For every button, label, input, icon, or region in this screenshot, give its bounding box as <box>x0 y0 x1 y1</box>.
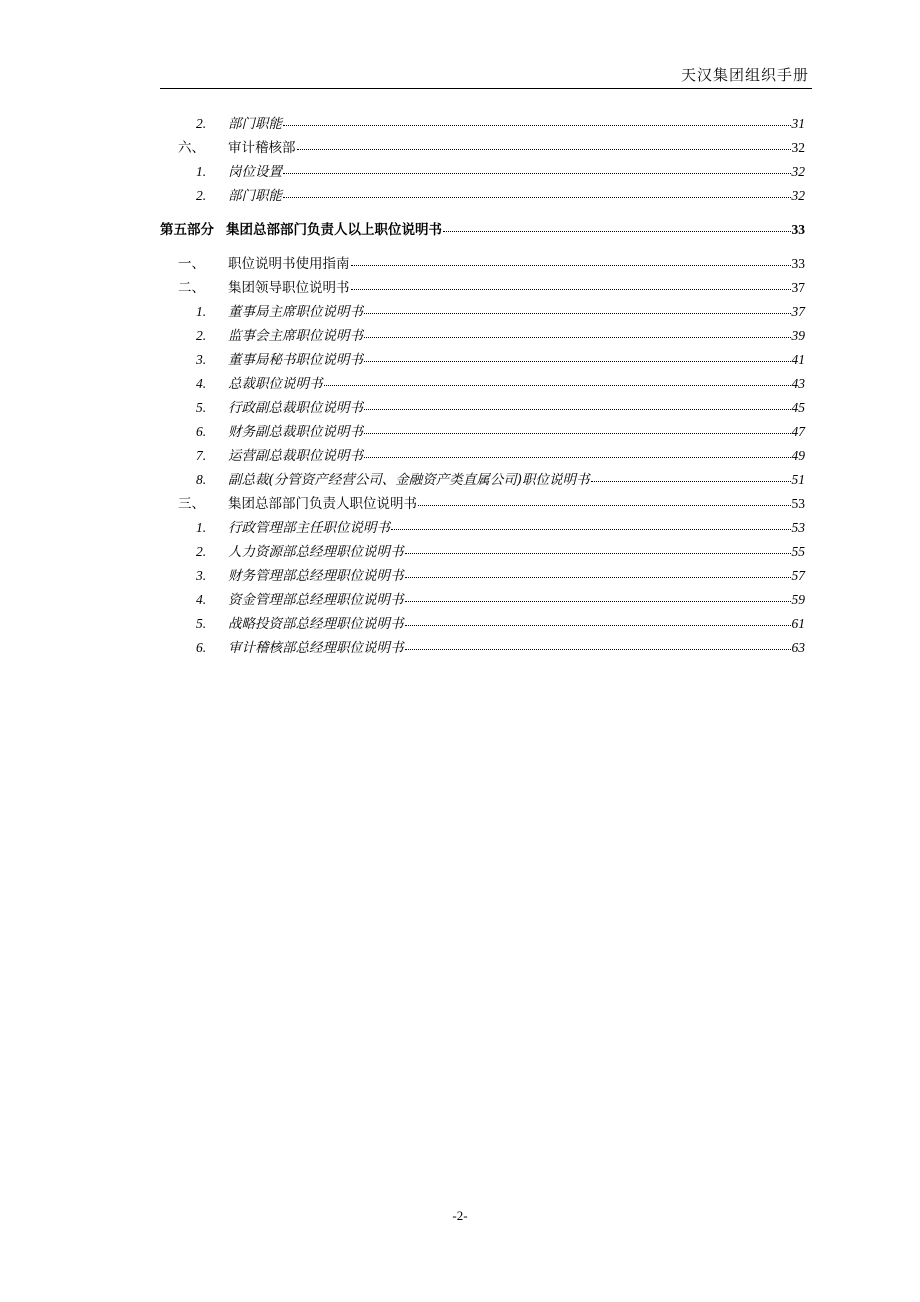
toc-entry-title: 集团总部部门负责人职位说明书 <box>228 496 417 512</box>
dot-leader <box>364 312 791 314</box>
toc-entry-number: 1. <box>196 304 207 319</box>
toc-entry-page: 41 <box>791 352 805 367</box>
toc-entry-title: 财务副总裁职位说明书 <box>228 424 363 440</box>
toc-entry-page: 45 <box>791 400 805 415</box>
toc-entry[interactable] <box>160 372 805 396</box>
dot-leader <box>405 600 791 602</box>
toc-entry-title: 行政管理部主任职位说明书 <box>228 520 390 536</box>
toc-entry-title: 董事局主席职位说明书 <box>228 304 363 320</box>
toc-entry-number: 3. <box>196 568 207 583</box>
toc-entry-number: 2. <box>196 328 207 343</box>
toc-entry-title: 总裁职位说明书 <box>228 376 323 392</box>
toc-entry[interactable] <box>160 588 805 612</box>
toc-entry[interactable] <box>160 300 805 324</box>
document-header-title: 天汉集团组织手册 <box>680 66 809 84</box>
toc-entry-page: 51 <box>791 472 805 487</box>
toc-entry-number: 3. <box>196 352 207 367</box>
dot-leader <box>364 360 791 362</box>
toc-entry-number: 二、 <box>178 280 205 296</box>
page-number: -2- <box>452 1208 468 1223</box>
table-of-contents <box>160 112 805 660</box>
toc-entry[interactable] <box>160 540 805 564</box>
dot-leader <box>405 648 791 650</box>
dot-leader <box>351 288 791 290</box>
dot-leader <box>443 230 791 232</box>
toc-entry-title: 运营副总裁职位说明书 <box>228 448 363 464</box>
toc-entry[interactable] <box>160 276 805 300</box>
toc-entry-page: 31 <box>791 116 805 131</box>
toc-entry-page: 32 <box>791 188 805 203</box>
dot-leader <box>283 124 791 126</box>
toc-entry[interactable] <box>160 564 805 588</box>
dot-leader <box>324 384 791 386</box>
toc-entry-number: 5. <box>196 400 207 415</box>
toc-entry-number: 4. <box>196 376 207 391</box>
toc-entry-number: 8. <box>196 472 207 487</box>
toc-entry-number: 2. <box>196 544 207 559</box>
toc-entry-title: 部门职能 <box>228 116 282 132</box>
toc-entry[interactable] <box>160 492 805 516</box>
toc-entry-title: 集团总部部门负责人以上职位说明书 <box>226 222 442 238</box>
toc-entry-page: 49 <box>791 448 805 463</box>
dot-leader <box>283 196 791 198</box>
toc-entry[interactable] <box>160 468 805 492</box>
toc-entry[interactable] <box>160 112 805 136</box>
dot-leader <box>364 432 791 434</box>
toc-entry[interactable] <box>160 396 805 420</box>
toc-entry-page: 37 <box>791 304 805 319</box>
toc-entry-page: 33 <box>791 256 805 271</box>
toc-entry-page: 37 <box>791 280 805 295</box>
toc-entry-number: 1. <box>196 520 207 535</box>
toc-entry[interactable] <box>160 516 805 540</box>
toc-entry-number: 六、 <box>178 140 205 156</box>
toc-entry-title: 部门职能 <box>228 188 282 204</box>
toc-entry-number: 三、 <box>178 496 205 512</box>
toc-entry-title: 集团领导职位说明书 <box>228 280 350 296</box>
toc-entry-title: 副总裁(分管资产经营公司、金融资产类直属公司)职位说明书 <box>228 472 590 488</box>
dot-leader <box>405 576 791 578</box>
toc-entry-page: 39 <box>791 328 805 343</box>
toc-entry-title: 审计稽核部 <box>228 140 296 156</box>
dot-leader <box>283 172 791 174</box>
toc-entry[interactable] <box>160 612 805 636</box>
toc-entry-page: 59 <box>791 592 805 607</box>
toc-entry-page: 32 <box>791 140 805 155</box>
toc-entry-title: 行政副总裁职位说明书 <box>228 400 363 416</box>
toc-entry-title: 人力资源部总经理职位说明书 <box>228 544 404 560</box>
toc-entry-number: 6. <box>196 424 207 439</box>
toc-entry-page: 57 <box>791 568 805 583</box>
toc-entry-page: 43 <box>791 376 805 391</box>
dot-leader <box>297 148 791 150</box>
toc-entry-number: 5. <box>196 616 207 631</box>
toc-entry-number: 2. <box>196 188 207 203</box>
dot-leader <box>405 552 791 554</box>
toc-part-entry[interactable] <box>160 218 805 242</box>
dot-leader <box>391 528 791 530</box>
toc-entry-title: 财务管理部总经理职位说明书 <box>228 568 404 584</box>
toc-entry[interactable] <box>160 444 805 468</box>
toc-entry-title: 战略投资部总经理职位说明书 <box>228 616 404 632</box>
toc-entry[interactable] <box>160 136 805 160</box>
toc-entry-title: 董事局秘书职位说明书 <box>228 352 363 368</box>
toc-entry-title: 审计稽核部总经理职位说明书 <box>228 640 404 656</box>
toc-entry[interactable] <box>160 420 805 444</box>
toc-entry-page: 53 <box>791 496 805 511</box>
toc-entry-page: 55 <box>791 544 805 559</box>
dot-leader <box>364 456 791 458</box>
dot-leader <box>364 408 791 410</box>
toc-entry[interactable] <box>160 348 805 372</box>
toc-entry-title: 监事会主席职位说明书 <box>228 328 363 344</box>
toc-entry-page: 61 <box>791 616 805 631</box>
dot-leader <box>405 624 791 626</box>
toc-part-label: 第五部分 <box>160 222 214 238</box>
toc-entry-title: 资金管理部总经理职位说明书 <box>228 592 404 608</box>
toc-entry-page: 32 <box>791 164 805 179</box>
toc-entry[interactable] <box>160 324 805 348</box>
toc-entry-number: 4. <box>196 592 207 607</box>
toc-entry-number: 6. <box>196 640 207 655</box>
toc-entry-page: 47 <box>791 424 805 439</box>
toc-entry-page: 53 <box>791 520 805 535</box>
toc-entry-title: 岗位设置 <box>228 164 282 180</box>
header-divider <box>160 88 812 89</box>
toc-entry-number: 2. <box>196 116 207 131</box>
toc-entry[interactable] <box>160 252 805 276</box>
toc-entry-number: 一、 <box>178 256 205 272</box>
toc-entry-title: 职位说明书使用指南 <box>228 256 350 272</box>
dot-leader <box>418 504 791 506</box>
dot-leader <box>351 264 791 266</box>
dot-leader <box>364 336 791 338</box>
toc-entry-page: 63 <box>791 640 805 655</box>
toc-entry-number: 7. <box>196 448 207 463</box>
dot-leader <box>591 480 791 482</box>
toc-entry[interactable] <box>160 184 805 208</box>
toc-entry[interactable] <box>160 636 805 660</box>
toc-entry-page: 33 <box>791 222 805 237</box>
toc-entry[interactable] <box>160 160 805 184</box>
toc-entry-number: 1. <box>196 164 207 179</box>
